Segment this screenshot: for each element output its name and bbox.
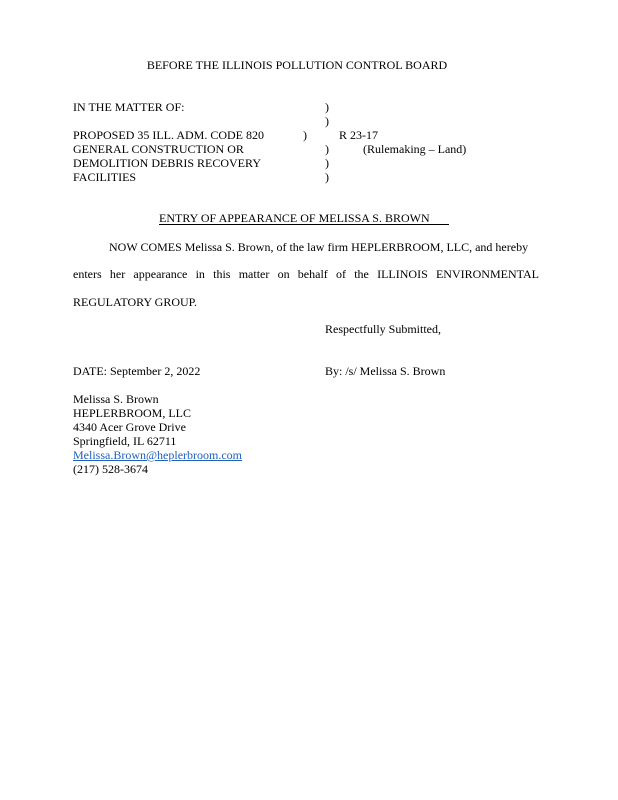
caption-bracket: ) (325, 156, 329, 170)
board-header: BEFORE THE ILLINOIS POLLUTION CONTROL BOARD (146, 58, 448, 72)
signature-city: Springfield, IL 62711 (73, 434, 177, 448)
caption-bracket: ) (325, 100, 329, 114)
caption-line: DEMOLITION DEBRIS RECOVERY (73, 156, 261, 170)
caption-line: FACILITIES (73, 170, 137, 184)
proceeding-type: (Rulemaking – Land) (363, 142, 467, 156)
document-title-underline (159, 211, 449, 225)
document-title: ENTRY OF APPEARANCE OF MELISSA S. BROWN (159, 211, 430, 225)
caption-line: GENERAL CONSTRUCTION OR (73, 142, 244, 156)
caption-bracket: ) (303, 128, 307, 142)
email-link[interactable]: Melissa.Brown@heplerbroom.com (73, 448, 243, 462)
signature-street: 4340 Acer Grove Drive (73, 420, 186, 434)
caption-bracket: ) (325, 170, 329, 184)
signature-name: Melissa S. Brown (73, 392, 159, 406)
caption-bracket: ) (325, 142, 329, 156)
closing-text: Respectfully Submitted, (325, 322, 441, 336)
in-the-matter-label: IN THE MATTER OF: (73, 100, 185, 114)
body-line: NOW COMES Melissa S. Brown, of the law firm HEPLERBROOM, LLC, and hereby (109, 240, 529, 254)
signature-phone: (217) 528-3674 (73, 462, 148, 476)
body-line: REGULATORY GROUP. (73, 295, 198, 309)
docket-number: R 23-17 (339, 128, 378, 142)
caption-line: PROPOSED 35 ILL. ADM. CODE 820 (73, 128, 265, 142)
signature-line: By: /s/ Melissa S. Brown (325, 364, 446, 378)
body-line: enters her appearance in this matter on behalf of the ILLINOIS ENVIRONMENTAL (73, 267, 539, 281)
signature-firm: HEPLERBROOM, LLC (73, 406, 192, 420)
caption-bracket: ) (325, 114, 329, 128)
date-line: DATE: September 2, 2022 (73, 364, 201, 378)
